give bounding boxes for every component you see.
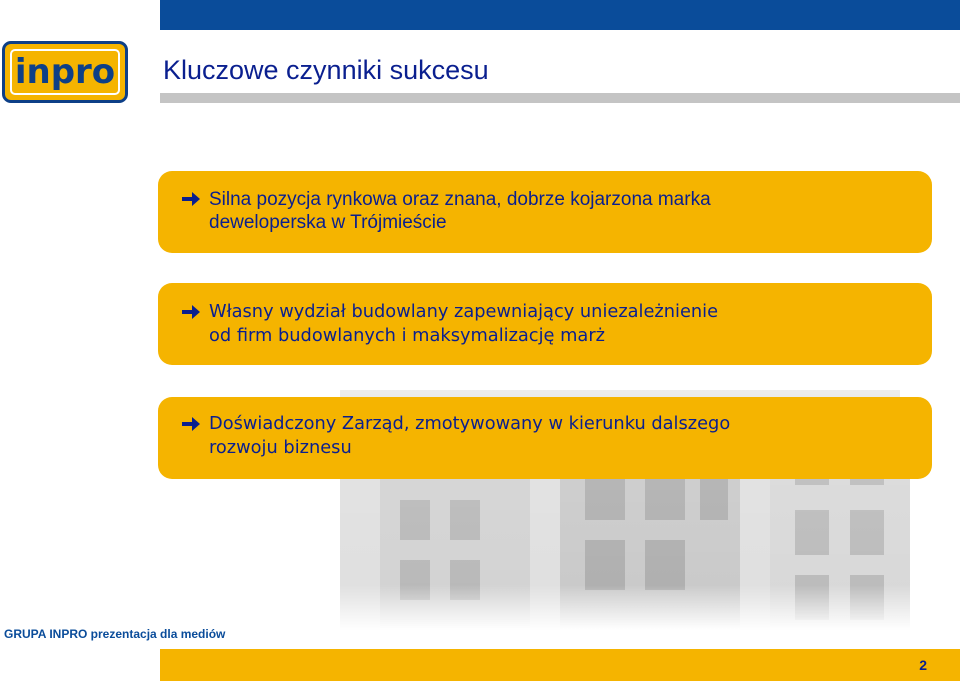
- logo-wordmark: [5, 44, 125, 100]
- key-factor-item: [158, 397, 932, 479]
- arrow-right-icon: [181, 191, 201, 207]
- key-factor-item: [158, 283, 932, 365]
- key-factor-item: [158, 171, 932, 253]
- page-title: Kluczowe czynniki sukcesu: [163, 55, 489, 85]
- footer-caption: GRUPA INPRO prezentacja dla mediów: [4, 627, 226, 641]
- inpro-logo: [2, 41, 128, 103]
- background-building-image: [300, 330, 960, 630]
- key-factor-text: [209, 412, 892, 460]
- title-divider: [160, 93, 960, 103]
- svg-text:inpro: inpro: [14, 52, 116, 92]
- key-factor-line: Silna pozycja rynkowa oraz znana, dobrze kojarzona marka: [209, 189, 711, 210]
- arrow-right-icon: [181, 304, 201, 320]
- key-factor-line: od firm budowlanych i maksymalizację marż: [209, 325, 605, 346]
- footer-bar: [160, 649, 960, 681]
- header-bar: [160, 0, 960, 30]
- key-factor-line: Własny wydział budowlany zapewniający uniezależnienie: [209, 301, 719, 322]
- key-factor-text: [209, 300, 892, 348]
- key-factor-line: deweloperska w Trójmieście: [209, 212, 447, 233]
- key-factor-text: [209, 188, 892, 234]
- arrow-right-icon: [181, 416, 201, 432]
- page-number: 2: [919, 657, 927, 673]
- key-factor-line: rozwoju biznesu: [209, 437, 352, 458]
- key-factor-line: Doświadczony Zarząd, zmotywowany w kierunku dalszego: [209, 413, 731, 434]
